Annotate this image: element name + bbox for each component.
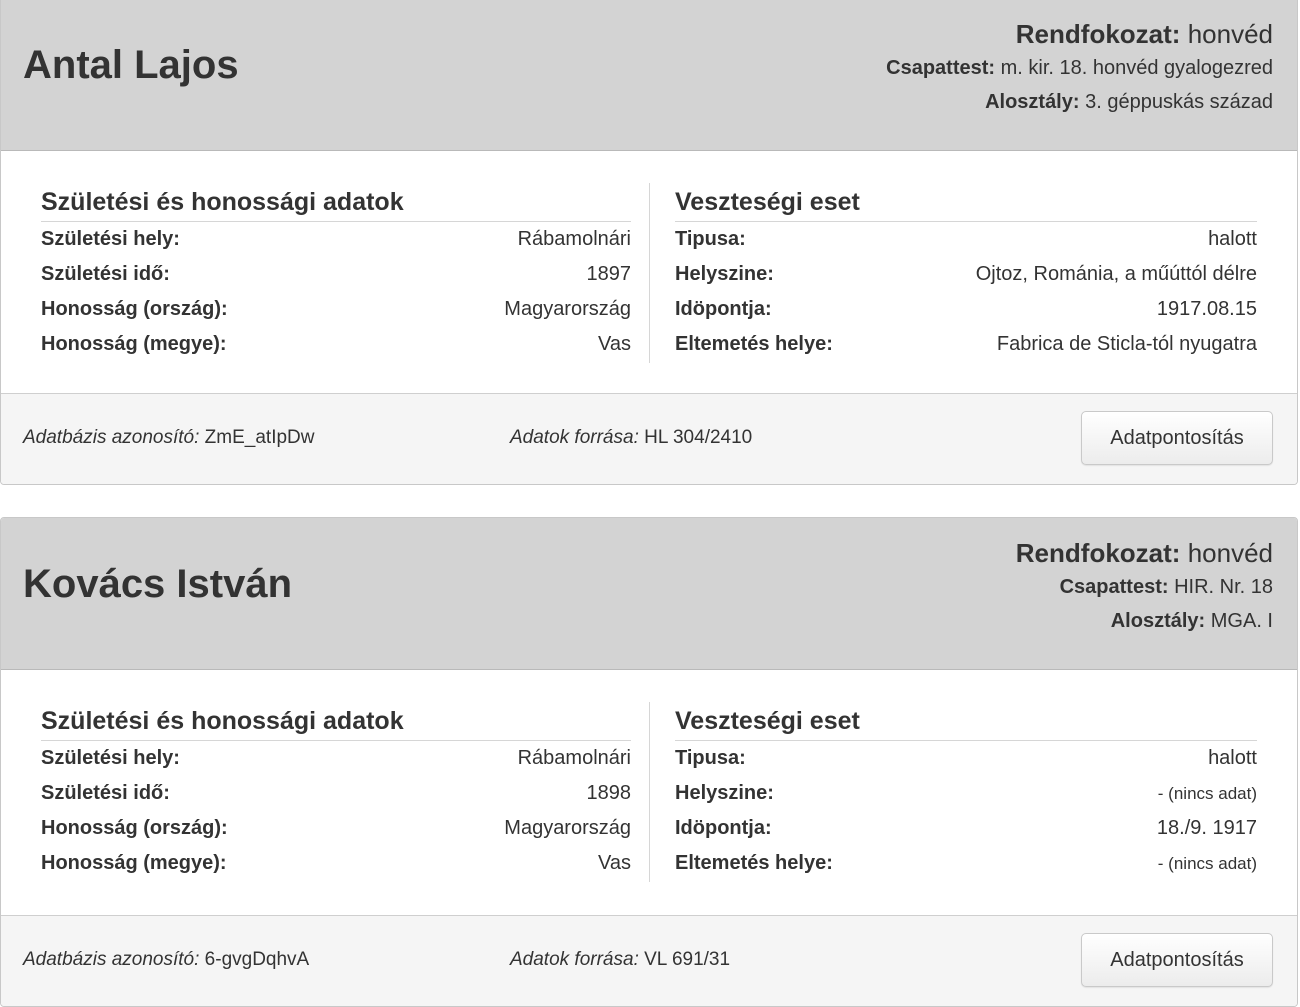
field-label: Születési idő: <box>41 782 170 804</box>
field-label: Helyszine: <box>675 263 774 285</box>
data-correction-button[interactable]: Adatpontosítás <box>1081 411 1273 465</box>
record-header <box>1 0 1297 151</box>
column-divider <box>649 183 650 363</box>
data-correction-button[interactable]: Adatpontosítás <box>1081 933 1273 987</box>
field-label: Idöpontja: <box>675 817 772 839</box>
database-id-label: Adatbázis azonosító: <box>23 427 200 448</box>
field-value: Fabrica de Sticla-tól nyugatra <box>996 333 1257 355</box>
unit-label: Csapattest: <box>886 57 996 79</box>
rank-value: honvéd <box>1187 538 1273 568</box>
rank-line <box>886 17 1273 51</box>
person-name: Antal Lajos <box>23 43 239 87</box>
database-id <box>23 946 309 974</box>
subunit-value: 3. géppuskás század <box>1085 91 1273 113</box>
field-label: Eltemetés helye: <box>675 333 833 355</box>
birth-row <box>41 257 631 292</box>
data-source-label: Adatok forrása: <box>510 427 639 448</box>
loss-row <box>675 292 1257 327</box>
subunit-value: MGA. I <box>1210 610 1273 632</box>
loss-row <box>675 257 1257 292</box>
data-source-value: HL 304/2410 <box>644 427 753 448</box>
subunit-line <box>1016 604 1273 638</box>
birth-row <box>41 846 631 881</box>
field-value: Vas <box>598 333 631 355</box>
data-source-value: VL 691/31 <box>644 949 731 970</box>
field-label: Eltemetés helye: <box>675 852 833 874</box>
record-footer <box>1 915 1297 1006</box>
field-value: Magyarország <box>504 817 631 839</box>
loss-section <box>675 702 1257 881</box>
column-divider <box>649 702 650 882</box>
field-value: 1917.08.15 <box>1156 298 1257 320</box>
record-header <box>1 518 1297 670</box>
field-value: - (nincs adat) <box>1157 784 1257 803</box>
field-label: Honosság (megye): <box>41 852 227 874</box>
field-value: 1897 <box>586 263 631 285</box>
unit-line <box>1016 570 1273 604</box>
loss-row <box>675 811 1257 846</box>
data-source-label: Adatok forrása: <box>510 949 639 970</box>
subunit-label: Alosztály: <box>985 91 1080 113</box>
record-body <box>1 670 1297 915</box>
subunit-line <box>886 85 1273 119</box>
field-value: Vas <box>598 852 631 874</box>
field-label: Születési idő: <box>41 263 170 285</box>
field-value: halott <box>1208 747 1257 769</box>
loss-section-title: Veszteségi eset <box>675 702 1257 741</box>
birth-row <box>41 811 631 846</box>
field-label: Helyszine: <box>675 782 774 804</box>
field-label: Honosság (megye): <box>41 333 227 355</box>
unit-value: m. kir. 18. honvéd gyalogezred <box>1000 57 1273 79</box>
record-body <box>1 151 1297 396</box>
loss-row <box>675 846 1257 881</box>
military-info <box>1016 536 1273 638</box>
birth-section-title: Születési és honossági adatok <box>41 183 631 222</box>
field-label: Születési hely: <box>41 228 180 250</box>
record-card <box>0 0 1298 485</box>
birth-row <box>41 776 631 811</box>
field-value: halott <box>1208 228 1257 250</box>
rank-label: Rendfokozat: <box>1015 19 1181 49</box>
field-label: Honosság (ország): <box>41 817 228 839</box>
field-value: Ojtoz, Románia, a műúttól délre <box>975 263 1257 285</box>
data-source <box>510 946 730 974</box>
field-label: Tipusa: <box>675 228 746 250</box>
field-label: Idöpontja: <box>675 298 772 320</box>
database-id-value: ZmE_atIpDw <box>204 427 315 448</box>
loss-row <box>675 222 1257 257</box>
database-id-value: 6-gvgDqhvA <box>204 949 310 970</box>
rank-line <box>1016 536 1273 570</box>
loss-section-title: Veszteségi eset <box>675 183 1257 222</box>
unit-line <box>886 51 1273 85</box>
birth-section <box>41 702 631 881</box>
subunit-label: Alosztály: <box>1110 610 1206 632</box>
birth-row <box>41 222 631 257</box>
birth-section-title: Születési és honossági adatok <box>41 702 631 741</box>
record-card <box>0 517 1298 1007</box>
rank-value: honvéd <box>1187 19 1273 49</box>
loss-row <box>675 327 1257 362</box>
birth-row <box>41 292 631 327</box>
field-label: Születési hely: <box>41 747 180 769</box>
field-value: Magyarország <box>504 298 631 320</box>
loss-row <box>675 741 1257 776</box>
field-value: Rábamolnári <box>517 747 631 769</box>
database-id <box>23 424 314 452</box>
database-id-label: Adatbázis azonosító: <box>23 949 200 970</box>
field-label: Honosság (ország): <box>41 298 228 320</box>
field-value: 18./9. 1917 <box>1156 817 1257 839</box>
birth-row <box>41 741 631 776</box>
field-value: - (nincs adat) <box>1157 854 1257 873</box>
person-name: Kovács István <box>23 562 293 606</box>
data-source <box>510 424 752 452</box>
rank-label: Rendfokozat: <box>1015 538 1181 568</box>
field-label: Tipusa: <box>675 747 746 769</box>
field-value: Rábamolnári <box>517 228 631 250</box>
unit-value: HIR. Nr. 18 <box>1174 576 1273 598</box>
birth-section <box>41 183 631 362</box>
record-footer <box>1 393 1297 484</box>
unit-label: Csapattest: <box>1059 576 1169 598</box>
field-value: 1898 <box>586 782 631 804</box>
loss-row <box>675 776 1257 811</box>
birth-row <box>41 327 631 362</box>
loss-section <box>675 183 1257 362</box>
military-info <box>886 17 1273 119</box>
